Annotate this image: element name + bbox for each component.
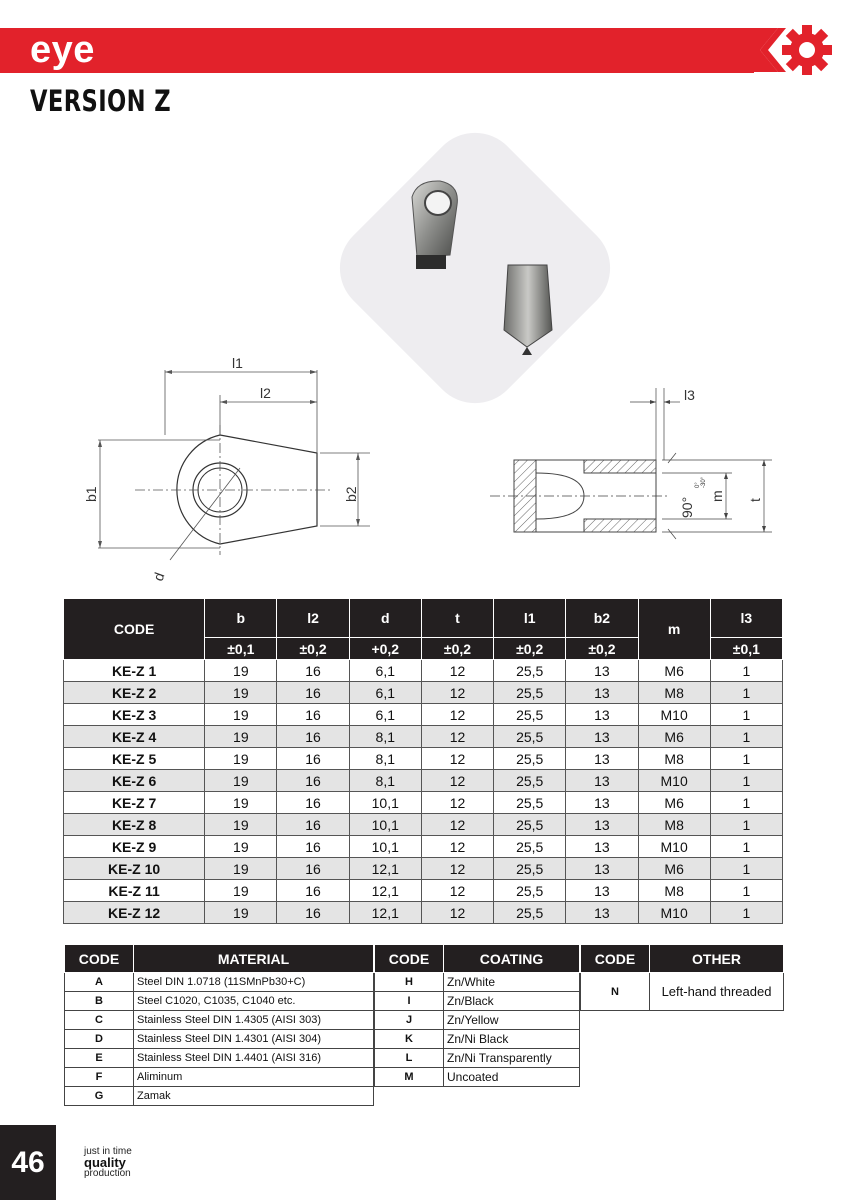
cell-d: 8,1 — [349, 770, 421, 792]
col-header-t: t — [421, 599, 493, 638]
coating-code: J — [375, 1011, 444, 1030]
col-header-l2: l2 — [277, 599, 349, 638]
dim-l2-label: l2 — [260, 385, 271, 401]
cell-m: M6 — [638, 660, 710, 682]
cell-l1: 25,5 — [494, 814, 566, 836]
material-name: Aliminum — [134, 1068, 374, 1087]
cell-l2: 16 — [277, 858, 349, 880]
cell-code: KE-Z 3 — [64, 704, 205, 726]
material-name: Steel C1020, C1035, C1040 etc. — [134, 992, 374, 1011]
col-header-l1: l1 — [494, 599, 566, 638]
dim-d-label: d — [149, 570, 168, 584]
cell-l2: 16 — [277, 660, 349, 682]
cell-l3: 1 — [710, 814, 782, 836]
cell-l2: 16 — [277, 814, 349, 836]
material-header: MATERIAL — [134, 945, 374, 973]
cell-b2: 13 — [566, 770, 638, 792]
cell-l3: 1 — [710, 858, 782, 880]
page-number: 46 — [0, 1125, 56, 1200]
tolerance-l2: ±0,2 — [277, 638, 349, 660]
cell-b2: 13 — [566, 660, 638, 682]
table-row — [64, 748, 783, 770]
cell-l2: 16 — [277, 726, 349, 748]
table-row — [64, 858, 783, 880]
tolerance-l1: ±0,2 — [494, 638, 566, 660]
cell-t: 12 — [421, 660, 493, 682]
cell-code: KE-Z 2 — [64, 682, 205, 704]
cell-b: 19 — [205, 660, 277, 682]
coating-code: M — [375, 1068, 444, 1087]
cell-b: 19 — [205, 836, 277, 858]
cell-l1: 25,5 — [494, 770, 566, 792]
cell-l2: 16 — [277, 792, 349, 814]
cell-m: M6 — [638, 792, 710, 814]
tolerance-l3: ±0,1 — [710, 638, 782, 660]
other-code-header: CODE — [581, 945, 650, 973]
cell-l1: 25,5 — [494, 682, 566, 704]
coating-table — [374, 944, 580, 1087]
table-row — [64, 660, 783, 682]
cell-d: 8,1 — [349, 748, 421, 770]
other-header: OTHER — [650, 945, 784, 973]
material-code-header: CODE — [65, 945, 134, 973]
table-row — [64, 880, 783, 902]
cell-d: 8,1 — [349, 726, 421, 748]
cell-l3: 1 — [710, 902, 782, 924]
cell-l3: 1 — [710, 792, 782, 814]
col-header-l3: l3 — [710, 599, 782, 638]
material-code: E — [65, 1049, 134, 1068]
cell-m: M10 — [638, 770, 710, 792]
cell-l1: 25,5 — [494, 792, 566, 814]
cell-m: M6 — [638, 858, 710, 880]
cell-m: M8 — [638, 814, 710, 836]
cell-b: 19 — [205, 682, 277, 704]
cell-t: 12 — [421, 792, 493, 814]
cell-d: 10,1 — [349, 814, 421, 836]
cell-b: 19 — [205, 770, 277, 792]
coating-code: K — [375, 1030, 444, 1049]
coating-name: Zn/Black — [444, 992, 580, 1011]
tagline-line2: quality — [84, 1155, 126, 1170]
material-name: Stainless Steel DIN 1.4301 (AISI 304) — [134, 1030, 374, 1049]
cell-code: KE-Z 8 — [64, 814, 205, 836]
side-section-drawing — [480, 380, 780, 550]
list-item — [65, 1030, 374, 1049]
cell-t: 12 — [421, 748, 493, 770]
cell-l3: 1 — [710, 660, 782, 682]
cell-l2: 16 — [277, 770, 349, 792]
cell-code: KE-Z 7 — [64, 792, 205, 814]
cell-b2: 13 — [566, 814, 638, 836]
list-item — [65, 1087, 374, 1106]
cell-d: 10,1 — [349, 792, 421, 814]
coating-code: H — [375, 973, 444, 992]
cell-l1: 25,5 — [494, 726, 566, 748]
cell-t: 12 — [421, 836, 493, 858]
cell-t: 12 — [421, 858, 493, 880]
cell-m: M8 — [638, 880, 710, 902]
cell-l2: 16 — [277, 880, 349, 902]
cell-t: 12 — [421, 704, 493, 726]
cell-b2: 13 — [566, 748, 638, 770]
cell-code: KE-Z 4 — [64, 726, 205, 748]
cell-m: M10 — [638, 902, 710, 924]
cell-l3: 1 — [710, 770, 782, 792]
tolerance-b: ±0,1 — [205, 638, 277, 660]
list-item — [375, 1049, 580, 1068]
col-header-d: d — [349, 599, 421, 638]
material-code: D — [65, 1030, 134, 1049]
dimensions-table — [63, 598, 783, 924]
cell-t: 12 — [421, 880, 493, 902]
cell-t: 12 — [421, 682, 493, 704]
cell-code: KE-Z 1 — [64, 660, 205, 682]
coating-name: Zn/Ni Transparently — [444, 1049, 580, 1068]
list-item — [375, 992, 580, 1011]
material-code: B — [65, 992, 134, 1011]
cell-m: M10 — [638, 704, 710, 726]
coating-name: Zn/Yellow — [444, 1011, 580, 1030]
table-row — [64, 770, 783, 792]
table-row — [64, 726, 783, 748]
cell-d: 12,1 — [349, 902, 421, 924]
table-row — [64, 704, 783, 726]
cell-m: M10 — [638, 836, 710, 858]
material-code: A — [65, 973, 134, 992]
list-item — [65, 992, 374, 1011]
coating-name: Zn/Ni Black — [444, 1030, 580, 1049]
cell-m: M8 — [638, 682, 710, 704]
cell-l2: 16 — [277, 704, 349, 726]
cell-b: 19 — [205, 704, 277, 726]
cell-l2: 16 — [277, 836, 349, 858]
coating-header: COATING — [444, 945, 580, 973]
list-item — [375, 1068, 580, 1087]
material-name: Steel DIN 1.0718 (11SMnPb30+C) — [134, 973, 374, 992]
material-name: Stainless Steel DIN 1.4401 (AISI 316) — [134, 1049, 374, 1068]
tolerance-t: ±0,2 — [421, 638, 493, 660]
material-name: Stainless Steel DIN 1.4305 (AISI 303) — [134, 1011, 374, 1030]
cell-code: KE-Z 11 — [64, 880, 205, 902]
other-table — [580, 944, 784, 1011]
cell-l1: 25,5 — [494, 858, 566, 880]
table-row — [64, 792, 783, 814]
page-title: VERSION Z — [30, 84, 172, 118]
material-code: G — [65, 1087, 134, 1106]
material-table — [64, 944, 374, 1106]
tolerance-b2: ±0,2 — [566, 638, 638, 660]
cell-t: 12 — [421, 902, 493, 924]
dim-angle-label: 90° — [679, 496, 695, 518]
cell-b: 19 — [205, 814, 277, 836]
cell-l3: 1 — [710, 836, 782, 858]
cell-b: 19 — [205, 902, 277, 924]
cell-d: 6,1 — [349, 660, 421, 682]
table-row — [64, 814, 783, 836]
col-header-b2: b2 — [566, 599, 638, 638]
table-row — [64, 902, 783, 924]
cell-b2: 13 — [566, 880, 638, 902]
coating-code: I — [375, 992, 444, 1011]
coating-name: Zn/White — [444, 973, 580, 992]
category-title: eye — [30, 29, 95, 71]
cell-b2: 13 — [566, 858, 638, 880]
cell-d: 12,1 — [349, 880, 421, 902]
dim-l1-label: l1 — [232, 355, 243, 371]
cell-b2: 13 — [566, 836, 638, 858]
list-item — [375, 1011, 580, 1030]
material-code: F — [65, 1068, 134, 1087]
footer-tagline — [84, 1146, 132, 1179]
cell-l3: 1 — [710, 682, 782, 704]
cell-d: 6,1 — [349, 682, 421, 704]
cell-b: 19 — [205, 748, 277, 770]
cell-b: 19 — [205, 792, 277, 814]
material-name: Zamak — [134, 1087, 374, 1106]
tolerance-d: +0,2 — [349, 638, 421, 660]
dim-l3-label: l3 — [684, 387, 695, 403]
cell-m: M8 — [638, 748, 710, 770]
dim-b1-label: b1 — [83, 486, 99, 502]
material-code: C — [65, 1011, 134, 1030]
cell-d: 6,1 — [349, 704, 421, 726]
col-header-b: b — [205, 599, 277, 638]
cell-b: 19 — [205, 858, 277, 880]
cell-l3: 1 — [710, 880, 782, 902]
table-row — [64, 836, 783, 858]
tagline-line1: just in time — [84, 1146, 132, 1157]
cell-d: 10,1 — [349, 836, 421, 858]
cell-code: KE-Z 9 — [64, 836, 205, 858]
cell-l1: 25,5 — [494, 880, 566, 902]
cell-code: KE-Z 5 — [64, 748, 205, 770]
cell-l2: 16 — [277, 902, 349, 924]
coating-code-header: CODE — [375, 945, 444, 973]
brand-logo-icon — [752, 22, 836, 78]
cell-l1: 25,5 — [494, 748, 566, 770]
cell-l3: 1 — [710, 704, 782, 726]
list-item — [375, 1030, 580, 1049]
cell-t: 12 — [421, 814, 493, 836]
cell-l1: 25,5 — [494, 902, 566, 924]
cell-m: M6 — [638, 726, 710, 748]
cell-b2: 13 — [566, 902, 638, 924]
dim-b2-label: b2 — [343, 486, 359, 502]
cell-l2: 16 — [277, 748, 349, 770]
tagline-line3: production — [84, 1168, 131, 1179]
list-item — [65, 1049, 374, 1068]
front-view-drawing — [80, 350, 380, 590]
coating-code: L — [375, 1049, 444, 1068]
cell-l3: 1 — [710, 748, 782, 770]
cell-l3: 1 — [710, 726, 782, 748]
cell-l1: 25,5 — [494, 836, 566, 858]
dim-t-label: t — [747, 498, 763, 502]
cell-l2: 16 — [277, 682, 349, 704]
cell-l1: 25,5 — [494, 660, 566, 682]
cell-b: 19 — [205, 726, 277, 748]
header-bar — [0, 28, 754, 73]
list-item — [581, 973, 784, 1011]
cell-b: 19 — [205, 880, 277, 902]
cell-t: 12 — [421, 770, 493, 792]
list-item — [375, 973, 580, 992]
col-header-code: CODE — [64, 599, 205, 660]
cell-t: 12 — [421, 726, 493, 748]
other-name: Left-hand threaded — [650, 973, 784, 1011]
cell-b2: 13 — [566, 792, 638, 814]
table-row — [64, 682, 783, 704]
col-header-m: m — [638, 599, 710, 660]
dim-angle-tol-top: 0° — [695, 482, 701, 488]
cell-code: KE-Z 10 — [64, 858, 205, 880]
cell-code: KE-Z 12 — [64, 902, 205, 924]
dim-angle-tol-bottom: -30° — [701, 476, 707, 488]
coating-name: Uncoated — [444, 1068, 580, 1087]
cell-l1: 25,5 — [494, 704, 566, 726]
list-item — [65, 1068, 374, 1087]
dim-m-label: m — [709, 490, 725, 502]
other-code: N — [581, 973, 650, 1011]
list-item — [65, 1011, 374, 1030]
cell-b2: 13 — [566, 682, 638, 704]
cell-b2: 13 — [566, 726, 638, 748]
list-item — [65, 973, 374, 992]
cell-b2: 13 — [566, 704, 638, 726]
cell-d: 12,1 — [349, 858, 421, 880]
cell-code: KE-Z 6 — [64, 770, 205, 792]
